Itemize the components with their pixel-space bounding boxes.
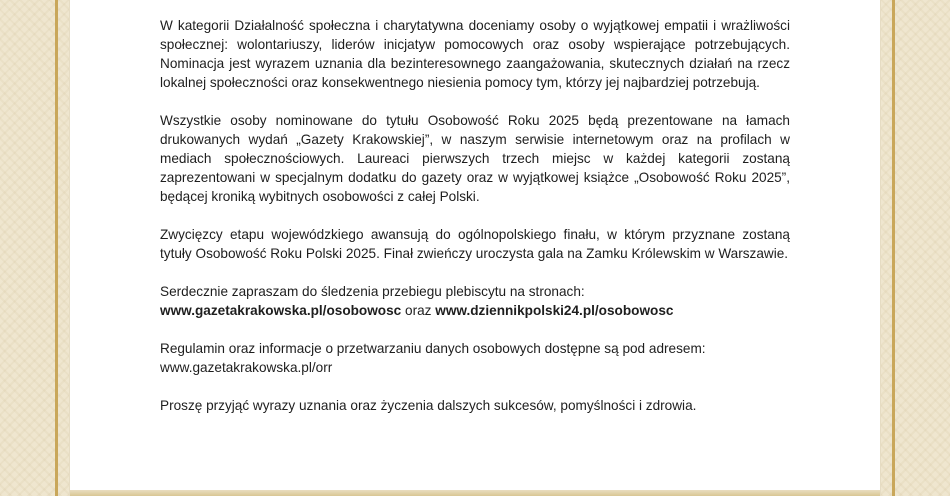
paragraph-nominee-promotion: Wszystkie osoby nominowane do tytułu Osobowość Roku 2025 będą prezentowane na łamach drukowanych wydań „Gazety Krakowskiej”, w naszym serwisie internetowym oraz na profilach w mediach społecznościowych. Laureaci pierwszych trzech miejsc w każdej kategorii zostaną zaprezentowani w specjalnym dodatku do gazety oraz w wyjątkowej książce „Osobowość Roku 2025”, będącej kroniką wybitnych osobowości z całej Polski. (160, 113, 790, 204)
paragraph-national-final: Zwycięzcy etapu wojewódzkiego awansują do ogólnopolskiego finału, w którym przyznane zostaną tytuły Osobowość Roku Polski 2025. Finał zwieńczy uroczysta gala na Zamku Królewskim w Warszawie. (160, 227, 790, 261)
paragraph-regulations: Regulamin oraz informacje o przetwarzaniu danych osobowych dostępne są pod adresem: www.gazetakrakowska.pl/orr (160, 341, 706, 375)
link-dziennikpolski[interactable]: www.dziennikpolski24.pl/osobowosc (435, 303, 674, 318)
follow-intro-text: Serdecznie zapraszam do śledzenia przebiegu plebiscytu na stronach: (160, 284, 585, 299)
letter-body (160, 16, 790, 434)
conjunction-text: oraz (405, 303, 432, 318)
paragraph-closing-wishes: Proszę przyjąć wyrazy uznania oraz życzenia dalszych sukcesów, pomyślności i zdrowia. (160, 398, 697, 413)
paragraph-follow-links (160, 282, 790, 320)
paragraph-category-description: W kategorii Działalność społeczna i charytatywna doceniamy osoby o wyjątkowej empatii i wrażliwości społecznej: wolontariuszy, liderów inicjatyw pomocowych oraz osoby wspierające potrzebujących. Nominacja jest wyrazem uznania dla bezinteresownego zaangażowania, skutecznych działań na rzecz lokalnej społeczności oraz konsekwentnego niesienia pomocy tym, którzy jej najbardziej potrzebują. (160, 18, 790, 90)
page-bottom-edge (70, 490, 880, 496)
gold-border-right (892, 0, 895, 496)
gold-border-left (55, 0, 58, 496)
link-gazetakrakowska[interactable]: www.gazetakrakowska.pl/osobowosc (160, 303, 402, 318)
